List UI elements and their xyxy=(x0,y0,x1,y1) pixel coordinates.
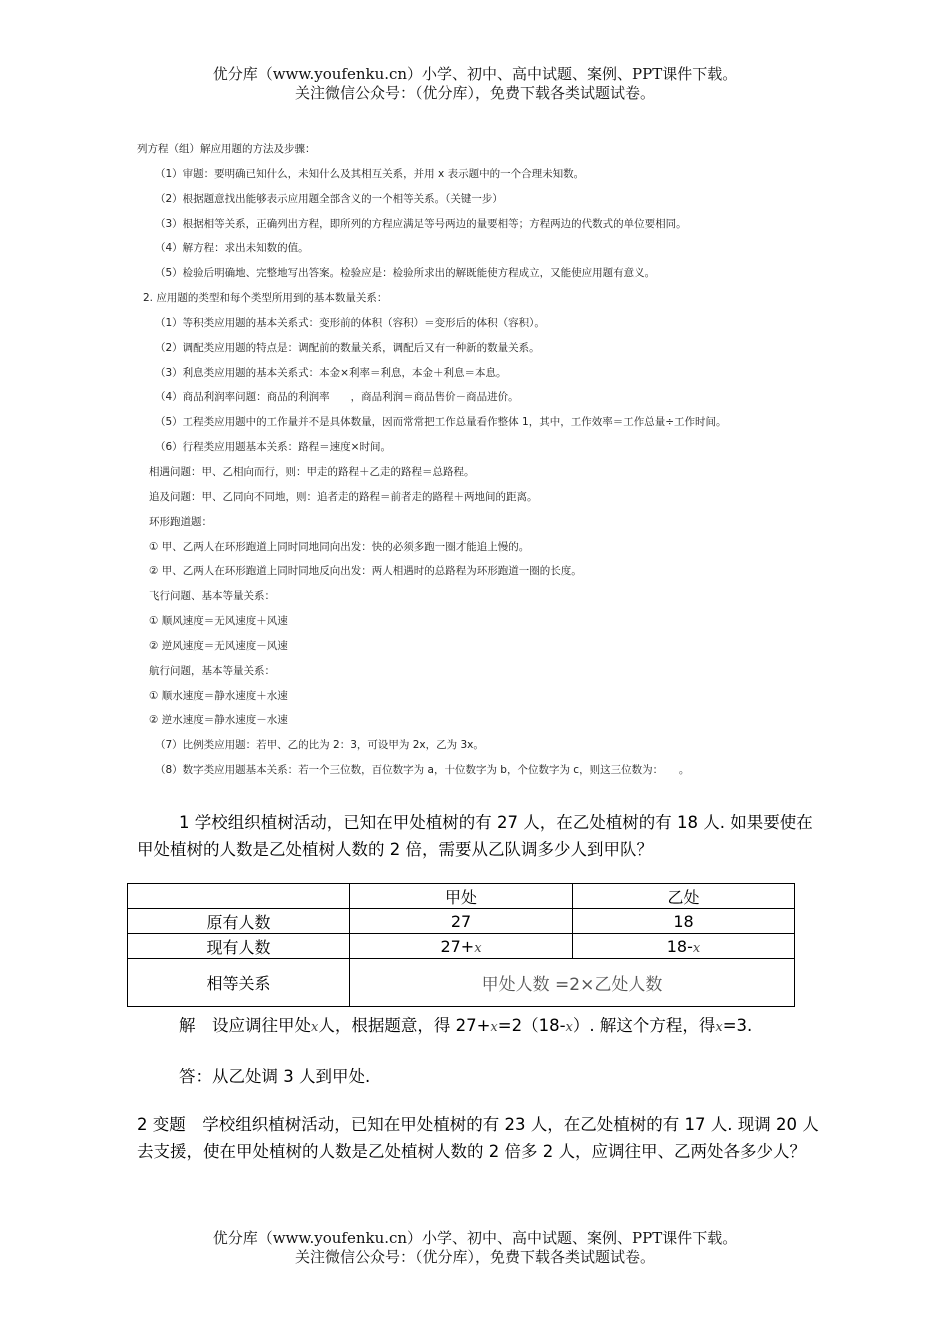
problem-1-table xyxy=(127,883,795,1007)
solution-part: =3. xyxy=(722,1016,753,1035)
note-item: （8）数字类应用题基本关系：若一个三位数，百位数字为 a，十位数字为 b，个位数字为 c，则这三位数为： 。 xyxy=(155,764,690,777)
table-cell xyxy=(128,884,350,909)
variable-x: x xyxy=(692,940,701,956)
note-item: 相遇问题：甲、乙相向而行，则：甲走的路程＋乙走的路程＝总路程。 xyxy=(149,465,475,478)
method-notes xyxy=(137,140,837,786)
page-footer xyxy=(0,1229,950,1267)
note-item: 环形跑道题： xyxy=(149,515,212,528)
note-item: ① 顺水速度＝静水速度＋水速 xyxy=(149,689,288,702)
table-row xyxy=(128,934,795,959)
note-item: 追及问题：甲、乙同向不同地，则：追者走的路程＝前者走的路程＋两地间的距离。 xyxy=(149,490,538,503)
solution-part: 解 设应调往甲处 xyxy=(179,1016,311,1035)
table-cell: 现有人数 xyxy=(128,934,350,959)
table-row xyxy=(128,909,795,934)
table-row xyxy=(128,959,795,1007)
expr-text: 18- xyxy=(666,936,693,956)
notes-section-heading: 2. 应用题的类型和每个类型所用到的基本数量关系： xyxy=(143,292,388,305)
table-cell: 18 xyxy=(573,909,795,934)
header-line-2: 关注微信公众号：（优分库），免费下载各类试题试卷。 xyxy=(294,84,655,102)
note-item: （5）检验后明确地、完整地写出答案。检验应是：检验所求出的解既能使方程成立，又能使应用题有意义。 xyxy=(155,267,656,280)
problem-1-text: 1 学校组织植树活动，已知在甲处植树的有 27 人，在乙处植树的有 18 人. 如果要使在甲处植树的人数是乙处植树人数的 2 倍，需要从乙队调多少人到甲队？ xyxy=(137,813,813,859)
note-item: ① 甲、乙两人在环形跑道上同时同地同向出发：快的必须多跑一圈才能追上慢的。 xyxy=(149,540,530,553)
variable-x: x xyxy=(715,1020,723,1035)
note-item: （1）审题：要明确已知什么，未知什么及其相互关系，并用 x 表示题中的一个合理未知数。 xyxy=(155,167,585,180)
table-cell: 原有人数 xyxy=(128,909,350,934)
variable-x: x xyxy=(311,1020,319,1035)
problem-2-text: 2 变题 学校组织植树活动，已知在甲处植树的有 23 人，在乙处植树的有 17 人. 现调 20 人去支援，使在甲处植树的人数是乙处植树人数的 2 倍多 2 人，应调往甲、乙两处各多少人？ xyxy=(137,1115,819,1161)
footer-line-1: 优分库（www.youfenku.cn）小学、初中、高中试题、案例、PPT课件下载。 xyxy=(212,1229,738,1247)
note-item: ② 逆风速度＝无风速度－风速 xyxy=(149,639,288,652)
note-item: （2）调配类应用题的特点是：调配前的数量关系，调配后又有一种新的数量关系。 xyxy=(155,341,540,354)
solution-part: =2（18- xyxy=(497,1016,566,1035)
equation-cell: 甲处人数 =2×乙处人数 xyxy=(350,959,795,1007)
solution-part: ）. 解这个方程，得 xyxy=(572,1016,716,1035)
expr-text: 27+ xyxy=(440,936,475,956)
table-cell: 27 xyxy=(350,909,573,934)
note-item: ② 甲、乙两人在环形跑道上同时同地反向出发：两人相遇时的总路程为环形跑道一圈的长度。 xyxy=(149,565,582,578)
note-item: （3）利息类应用题的基本关系式：本金×利率＝利息，本金＋利息＝本息。 xyxy=(155,366,507,379)
note-item: （4）商品利润率问题：商品的利润率 ，商品利润＝商品售价－商品进价。 xyxy=(155,391,519,404)
solution-part: 人，根据题意，得 27+ xyxy=(318,1016,491,1035)
table-header-row xyxy=(128,884,795,909)
table-cell xyxy=(573,934,795,959)
header-line-1: 优分库（www.youfenku.cn）小学、初中、高中试题、案例、PPT课件下载。 xyxy=(212,65,738,83)
note-item: （7）比例类应用题：若甲、乙的比为 2：3，可设甲为 2x，乙为 3x。 xyxy=(155,739,484,752)
variable-x: x xyxy=(565,1020,573,1035)
table-cell: 相等关系 xyxy=(128,959,350,1007)
note-item: （2）根据题意找出能够表示应用题全部含义的一个相等关系。（关键一步） xyxy=(155,192,503,205)
problem-1-answer: 答：从乙处调 3 人到甲处. xyxy=(179,1067,371,1086)
note-item: （3）根据相等关系，正确列出方程，即所列的方程应满足等号两边的量要相等；方程两边的代数式的单位要相同。 xyxy=(155,217,687,230)
note-item: 飞行问题、基本等量关系： xyxy=(149,590,275,603)
variable-x: x xyxy=(474,940,482,956)
table-cell: 乙处 xyxy=(573,884,795,909)
table-cell xyxy=(350,934,573,959)
note-item: （4）解方程：求出未知数的值。 xyxy=(155,242,309,255)
notes-title: 列方程（组）解应用题的方法及步骤： xyxy=(137,143,316,155)
variable-x: x xyxy=(490,1020,498,1035)
table-cell: 甲处 xyxy=(350,884,573,909)
note-item: （5）工程类应用题中的工作量并不是具体数量，因而常常把工作总量看作整体 1，其中，工作效率＝工作总量÷工作时间。 xyxy=(155,416,727,429)
note-item: 航行问题，基本等量关系： xyxy=(149,664,275,677)
page-header xyxy=(0,65,950,103)
footer-line-2: 关注微信公众号：（优分库），免费下载各类试题试卷。 xyxy=(294,1248,655,1266)
note-item: （6）行程类应用题基本关系：路程＝速度×时间。 xyxy=(155,441,391,454)
note-item: ① 顺风速度＝无风速度＋风速 xyxy=(149,615,288,628)
problem-1-solution xyxy=(137,1012,827,1041)
note-item: （1）等积类应用题的基本关系式：变形前的体积（容积）＝变形后的体积（容积）。 xyxy=(155,316,545,329)
note-item: ② 逆水速度＝静水速度－水速 xyxy=(149,714,288,727)
